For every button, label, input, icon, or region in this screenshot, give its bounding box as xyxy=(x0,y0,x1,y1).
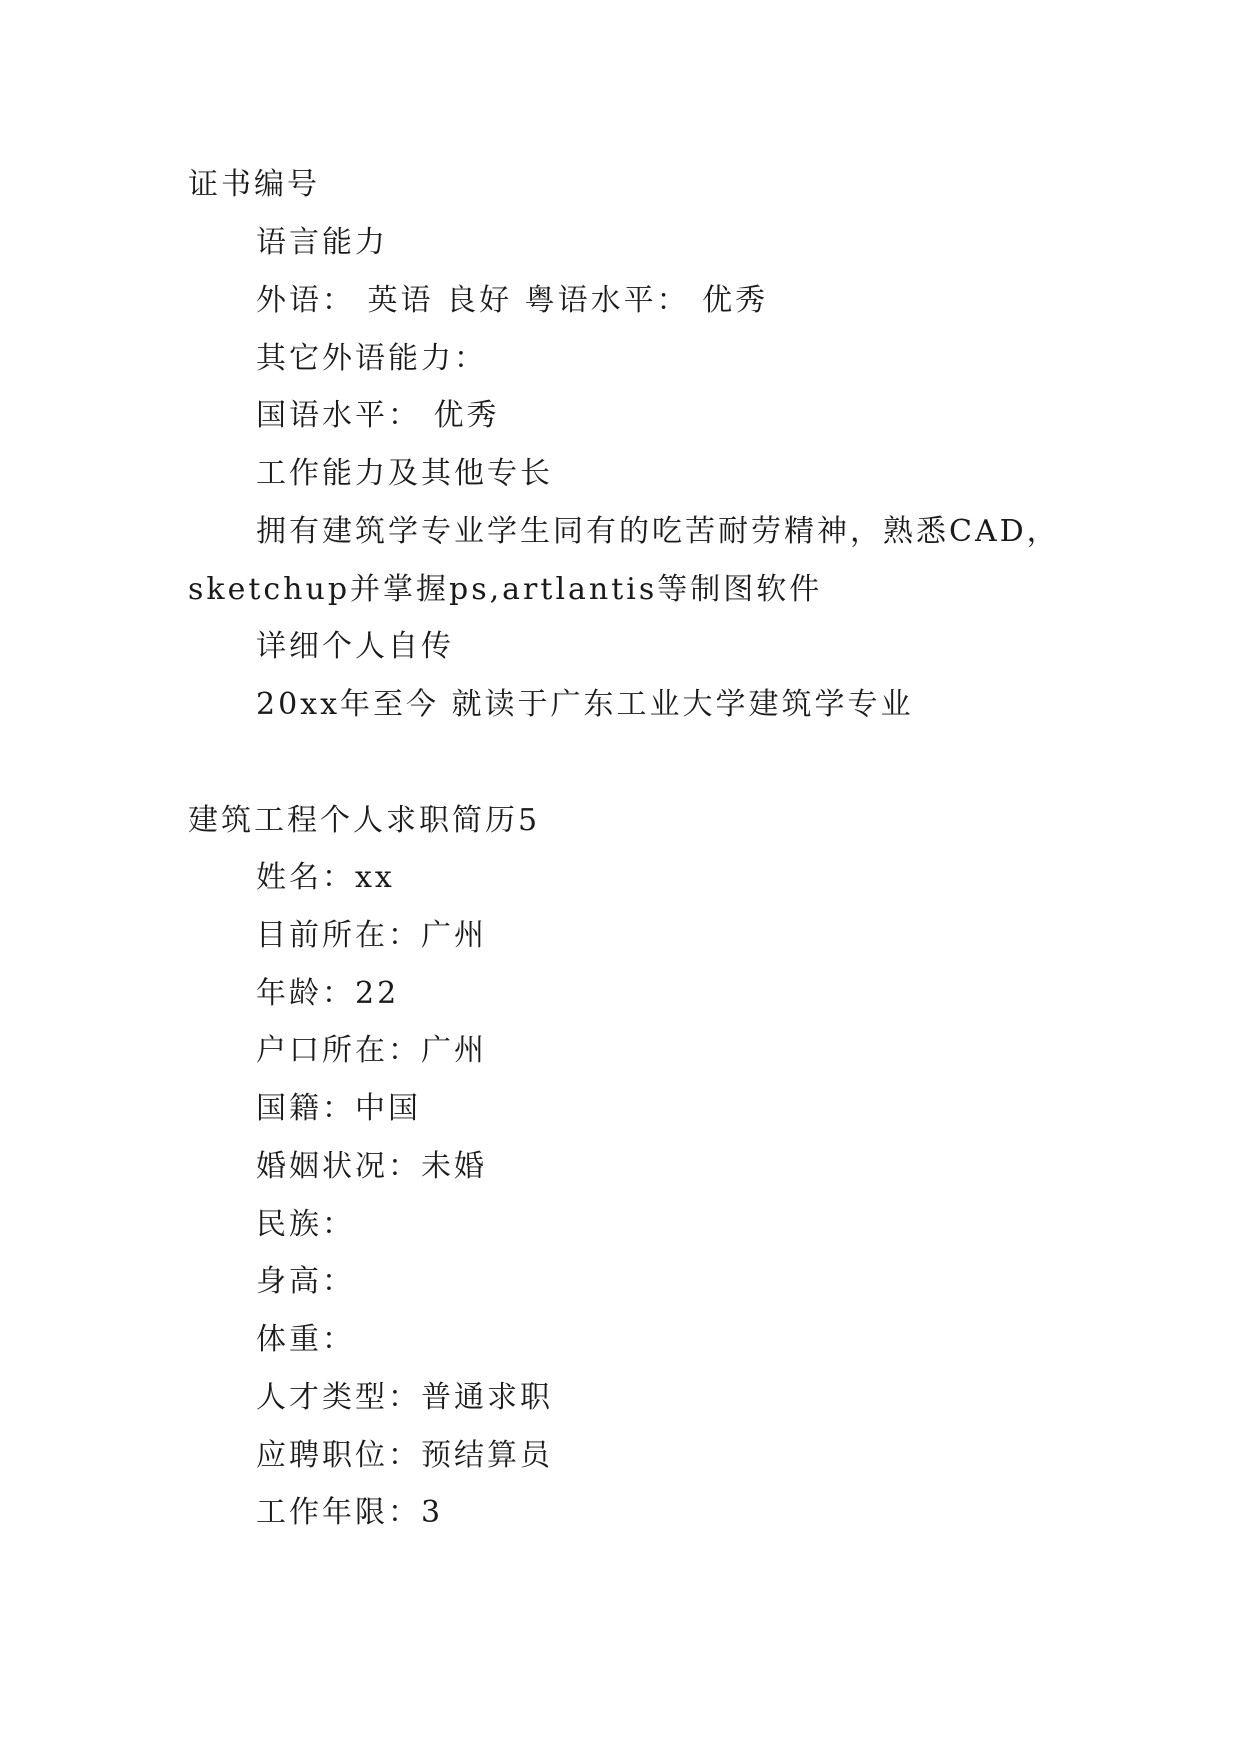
biography-heading: 详细个人自传 xyxy=(256,629,454,664)
field-weight: 体重： xyxy=(256,1322,355,1357)
language-ability-heading: 语言能力 xyxy=(256,225,388,260)
field-height: 身高： xyxy=(256,1264,355,1299)
field-marital-status: 婚姻状况：未婚 xyxy=(256,1149,487,1184)
resume-title: 建筑工程个人求职简历5 xyxy=(188,803,541,838)
field-current-location: 目前所在：广州 xyxy=(256,918,487,953)
field-age: 年龄：22 xyxy=(256,976,400,1011)
field-talent-type: 人才类型：普通求职 xyxy=(256,1380,553,1415)
field-ethnicity: 民族： xyxy=(256,1207,355,1242)
foreign-language-line: 外语： 英语 良好 粤语水平： 优秀 xyxy=(256,283,769,318)
field-years-of-experience: 工作年限：3 xyxy=(256,1495,444,1530)
cert-number-label: 证书编号 xyxy=(188,167,320,202)
field-household-registration: 户口所在：广州 xyxy=(256,1033,487,1068)
field-applied-position: 应聘职位：预结算员 xyxy=(256,1438,553,1473)
other-language-line: 其它外语能力： xyxy=(256,341,487,376)
skills-text-line-2: sketchup并掌握ps,artlantis等制图软件 xyxy=(188,572,823,607)
skills-text-line-1: 拥有建筑学专业学生同有的吃苦耐劳精神，熟悉CAD， xyxy=(256,514,1060,549)
field-name: 姓名：xx xyxy=(256,860,395,895)
biography-text: 20xx年至今 就读于广东工业大学建筑学专业 xyxy=(256,687,914,722)
skills-heading: 工作能力及其他专长 xyxy=(256,456,553,491)
field-nationality: 国籍：中国 xyxy=(256,1091,421,1126)
mandarin-level-line: 国语水平： 优秀 xyxy=(256,398,500,433)
